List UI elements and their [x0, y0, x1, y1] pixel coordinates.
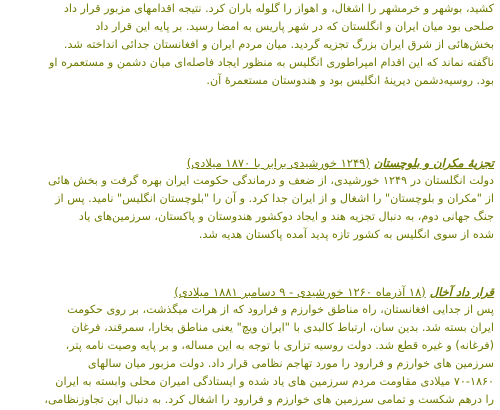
- text-line: بود. روسیه‌دشمن دیرینهٔ انگلیس بود و هندوستان مستعمرهٔ آن.: [206, 74, 494, 88]
- text-line: جنگ جهانی دوم، به دنبال تجزیه هند و ایجاد دوکشور هندوستان و پاکستان، سرزمین‌های یاد: [78, 210, 494, 224]
- text-line: از "مکران و بلوچستان" را اشغال و از ایران جدا کرد. و آن را "بلوچستان انگلیس" نامید. پس از: [55, 192, 494, 206]
- intro-paragraph: [6, 0, 494, 90]
- text-line: ایران بسته شد. بدین سان، ارتباط کالبدی با "ایران ویچ" یعنی مناطق بخارا، سمرقند، فرغان: [71, 321, 494, 335]
- section-title: تجزیهٔ مکران و بلوچستان: [373, 156, 494, 170]
- text-line: پس از جدایی افغانستان، راه مناطق خوارزم و فرارود که از هرات میگذشت، بر روی حکومت: [67, 303, 494, 316]
- section-heading-makran: [6, 154, 494, 172]
- section-title: قرار داد آخال: [429, 285, 494, 299]
- section-paragraph-makran: [6, 172, 494, 244]
- text-line: شده از سوی انگلیس به کشور تازه پدید آمده پاکستان هدیه شد.: [198, 228, 494, 242]
- text-line: (فرغانه) و غیره قطع شد. دولت روسیه تزاری با توجه به این مساله، و بر پایه وصیت نامه پتر،: [65, 339, 494, 353]
- section-date: (۱۸ آذرماه ۱۲۶۰ خورشیدی - ۹ دسامبر ۱۸۸۱ میلادی): [174, 285, 426, 299]
- section-paragraph-akhal: [6, 301, 494, 410]
- text-line: دولت انگلستان در ۱۲۴۹ خورشیدی، از ضعف و درماندگی حکومت ایران بهره گرفت و بخش هائی: [48, 174, 494, 187]
- section-date: (۱۲۴۹ خورشیدی برابر با ۱۸۷۰ میلادی): [186, 156, 370, 170]
- text-line: بخش‌هائی از شرق ایران بزرگ تجزیه گردید. میان مردم ایران و افغانستان جدائی انداخته شد.: [63, 38, 494, 52]
- text-line: را درهم شکست و تمامی سرزمین های خوارزم و فرارود را اشغال کرد. به دنبال این تجاوزنظامی،: [44, 393, 494, 407]
- text-line: ناگفته نماند که این اقدام امپراطوری انگلیس به منظور ایجاد فاصله‌ای میان دشمن و مستعمره او: [49, 56, 494, 70]
- text-line: کشید، بوشهر و خرمشهر را اشغال، و اهواز را گلوله باران کرد. نتیجه اقدامهای مزبور قرار داد: [63, 2, 494, 15]
- text-line: سرزمین های خوارزم و فرارود را مورد تهاجم نظامی قرار داد. دولت مزبور میان سالهای: [87, 357, 494, 371]
- text-line: ۷۰-۱۸۶۰ میلادی مقاومت مردم سرزمین های یاد شده و ایستادگی امیران محلی وابسته به ایران: [55, 375, 494, 389]
- text-line: صلحی بود میان ایران و انگلستان که در شهر پاریس به امضا رسید. بر پایه این قرار داد: [95, 20, 494, 34]
- section-heading-akhal: [6, 283, 494, 301]
